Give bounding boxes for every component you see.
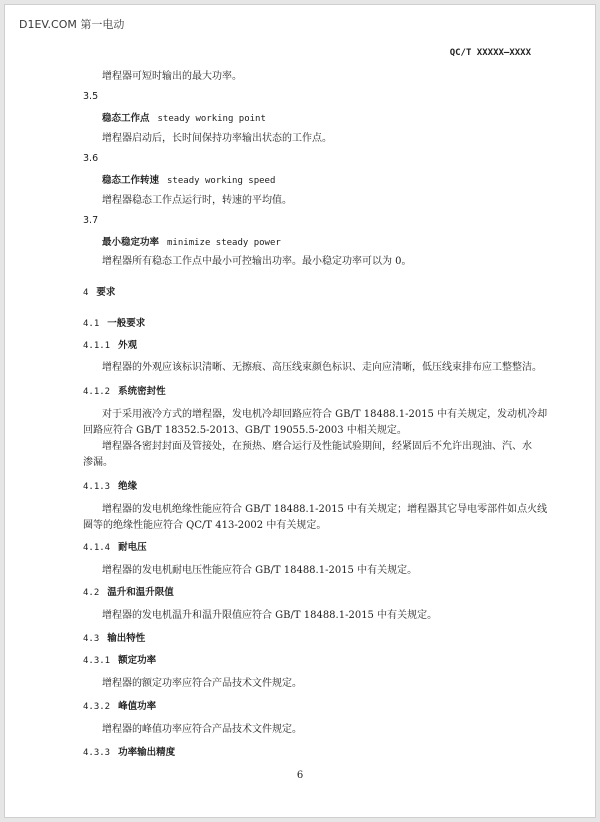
section-title: 输出特性 bbox=[107, 633, 146, 644]
section-4-3-3-heading bbox=[83, 746, 175, 760]
section-number: 4.1 bbox=[83, 319, 100, 329]
section-4-3-heading bbox=[83, 632, 145, 646]
section-title: 一般要求 bbox=[107, 318, 146, 329]
section-number: 4.3 bbox=[83, 634, 100, 644]
section-4-1-3-para1-line2: 圈等的绝缘性能应符合 QC/T 413-2002 中有关规定。 bbox=[83, 520, 327, 531]
section-4-2-heading bbox=[83, 586, 174, 600]
section-4-1-4-text: 增程器的发电机耐电压性能应符合 GB/T 18488.1-2015 中有关规定。 bbox=[102, 565, 418, 576]
term-en: steady working speed bbox=[167, 176, 276, 186]
section-title: 要求 bbox=[96, 287, 116, 298]
term-en: steady working point bbox=[157, 114, 266, 124]
section-4-3-2-text: 增程器的峰值功率应符合产品技术文件规定。 bbox=[102, 724, 302, 735]
section-4-1-2-para2-line1: 增程器各密封封面及管接处，在预热、磨合运行及性能试验期间，经紧固后不允许出现油、汽、水 bbox=[102, 441, 532, 452]
clause-3-7-term bbox=[102, 236, 281, 250]
section-title: 系统密封性 bbox=[118, 386, 166, 397]
term-zh: 稳态工作转速 bbox=[102, 175, 160, 186]
document-page bbox=[4, 4, 596, 818]
section-4-2-text: 增程器的发电机温升和温升限值应符合 GB/T 18488.1-2015 中有关规定。 bbox=[102, 610, 438, 621]
section-number: 4 bbox=[83, 288, 89, 298]
section-number: 4.3.2 bbox=[83, 702, 111, 712]
section-4-3-1-text: 增程器的额定功率应符合产品技术文件规定。 bbox=[102, 678, 302, 689]
clause-3-4-continuation: 增程器可短时输出的最大功率。 bbox=[102, 71, 242, 82]
term-en: minimize steady power bbox=[167, 238, 281, 248]
section-4-3-2-heading bbox=[83, 700, 156, 714]
term-zh: 最小稳定功率 bbox=[102, 237, 160, 248]
section-title: 耐电压 bbox=[118, 542, 147, 553]
section-4-1-3-para1-line1: 增程器的发电机绝缘性能应符合 GB/T 18488.1-2015 中有关规定；增程器其它导电零部件如点火线 bbox=[102, 504, 548, 515]
section-number: 4.1.2 bbox=[83, 387, 111, 397]
section-4-1-2-para1-line1: 对于采用液冷方式的增程器，发电机冷却回路应符合 GB/T 18488.1-2015 中有关规定，发动机冷却 bbox=[102, 409, 548, 420]
section-title: 绝缘 bbox=[118, 481, 138, 492]
clause-3-7-number: 3.7 bbox=[83, 215, 99, 226]
section-4-1-2-para2-line2: 渗漏。 bbox=[83, 457, 113, 468]
clause-3-6-term bbox=[102, 174, 275, 188]
section-number: 4.1.3 bbox=[83, 482, 111, 492]
section-title: 功率输出精度 bbox=[118, 747, 176, 758]
clause-3-6-definition: 增程器稳态工作点运行时，转速的平均值。 bbox=[102, 195, 292, 206]
section-4-1-1-text: 增程器的外观应该标识清晰、无擦痕、高压线束颜色标识、走向应清晰，低压线束排布应工整整洁。 bbox=[102, 362, 542, 373]
section-4-1-4-heading bbox=[83, 541, 147, 555]
section-4-1-1-heading bbox=[83, 339, 137, 353]
section-number: 4.3.1 bbox=[83, 656, 111, 666]
section-title: 额定功率 bbox=[118, 655, 157, 666]
section-4-heading bbox=[83, 286, 115, 300]
clause-3-7-definition: 增程器所有稳态工作点中最小可控输出功率。最小稳定功率可以为 0。 bbox=[102, 256, 412, 267]
section-number: 4.1.4 bbox=[83, 543, 111, 553]
term-zh: 稳态工作点 bbox=[102, 113, 150, 124]
section-number: 4.2 bbox=[83, 588, 100, 598]
watermark: D1EV.COM 第一电动 bbox=[19, 18, 125, 31]
section-number: 4.3.3 bbox=[83, 748, 111, 758]
clause-3-6-number: 3.6 bbox=[83, 153, 99, 164]
section-4-1-3-heading bbox=[83, 480, 137, 494]
section-title: 温升和温升限值 bbox=[107, 587, 174, 598]
page-number: 6 bbox=[296, 770, 304, 781]
section-4-1-2-para1-line2: 回路应符合 GB/T 18352.5-2013、GB/T 19055.5-2003 中相关规定。 bbox=[83, 425, 407, 436]
section-4-1-heading bbox=[83, 317, 145, 331]
section-title: 峰值功率 bbox=[118, 701, 157, 712]
section-4-1-2-heading bbox=[83, 385, 166, 399]
section-4-3-1-heading bbox=[83, 654, 156, 668]
section-number: 4.1.1 bbox=[83, 341, 111, 351]
clause-3-5-definition: 增程器启动后，长时间保持功率输出状态的工作点。 bbox=[102, 133, 332, 144]
clause-3-5-term bbox=[102, 112, 266, 126]
standard-number: QC/T XXXXX—XXXX bbox=[449, 48, 531, 58]
section-title: 外观 bbox=[118, 340, 138, 351]
clause-3-5-number: 3.5 bbox=[83, 91, 99, 102]
